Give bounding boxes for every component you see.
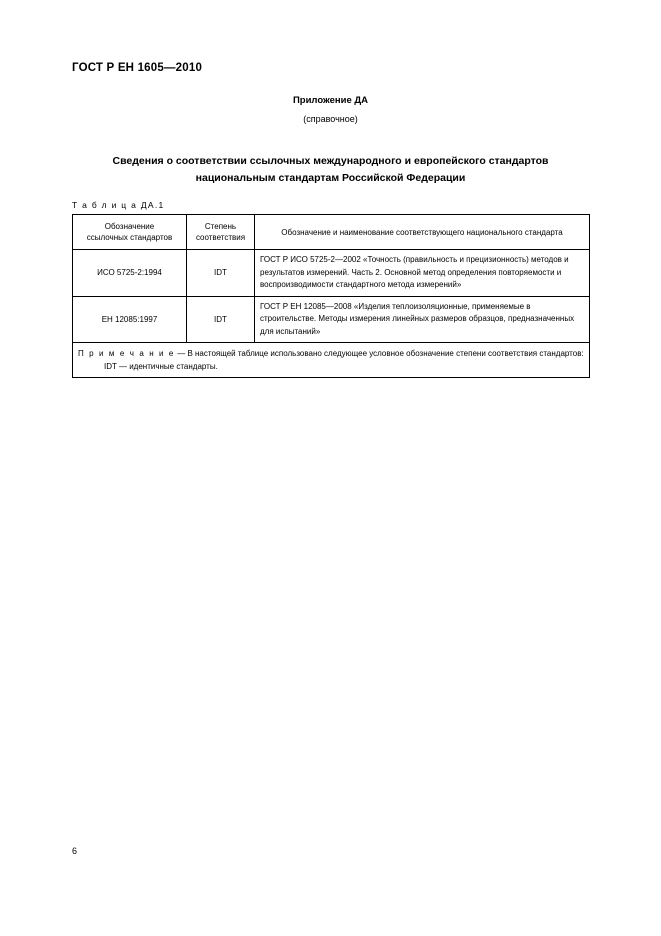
table-header-degree <box>187 215 255 250</box>
table-header-reference-line-1: Обозначение <box>104 222 155 231</box>
note-label: П р и м е ч а н и е <box>78 349 175 358</box>
table-row <box>73 250 590 297</box>
correspondence-table <box>72 214 590 378</box>
cell-national: ГОСТ Р ИСО 5725-2—2002 «Точность (правильность и прецизионность) методов и результатов измерений. Часть 2. Основной метод определения повторяемости и воспроизводимости стандартного метода измерений» <box>255 250 590 297</box>
page-number: 6 <box>72 846 78 856</box>
note-text: — В настоящей таблице использовано следующее условное обозначение степени соответствия стандартов: <box>177 349 584 358</box>
cell-reference: ИСО 5725-2:1994 <box>73 250 187 297</box>
table-header-degree-line-2: соответствия <box>195 233 246 242</box>
annex-title: Приложение ДА <box>292 95 369 106</box>
cell-degree: IDT <box>187 250 255 297</box>
table-header-national: Обозначение и наименование соответствующего национального стандарта <box>255 215 590 250</box>
page-title-line-1: Сведения о соответствии ссылочных международного и европейского стандартов <box>112 155 549 167</box>
table-caption: Т а б л и ц а ДА.1 <box>72 200 165 210</box>
page-title-line-2: национальным стандартам Российской Федерации <box>195 172 466 184</box>
table-header-degree-line-1: Степень <box>204 222 237 231</box>
cell-degree: IDT <box>187 296 255 343</box>
table-note-row <box>73 343 590 378</box>
cell-national: ГОСТ Р ЕН 12085—2008 «Изделия теплоизоляционные, применяемые в строительстве. Методы измерения линейных размеров образцов, предназначенных для испытаний» <box>255 296 590 343</box>
table-header-row <box>73 215 590 250</box>
note-second-line: IDT — идентичные стандарты. <box>104 362 218 371</box>
document-header: ГОСТ Р ЕН 1605—2010 <box>72 62 203 74</box>
page-title <box>72 153 589 187</box>
annex-subtitle: (справочное) <box>303 114 358 124</box>
table-header-reference <box>73 215 187 250</box>
table-row <box>73 296 590 343</box>
table-header-reference-line-2: ссылочных стандартов <box>86 233 173 242</box>
table-note <box>73 343 590 378</box>
cell-reference: ЕН 12085:1997 <box>73 296 187 343</box>
